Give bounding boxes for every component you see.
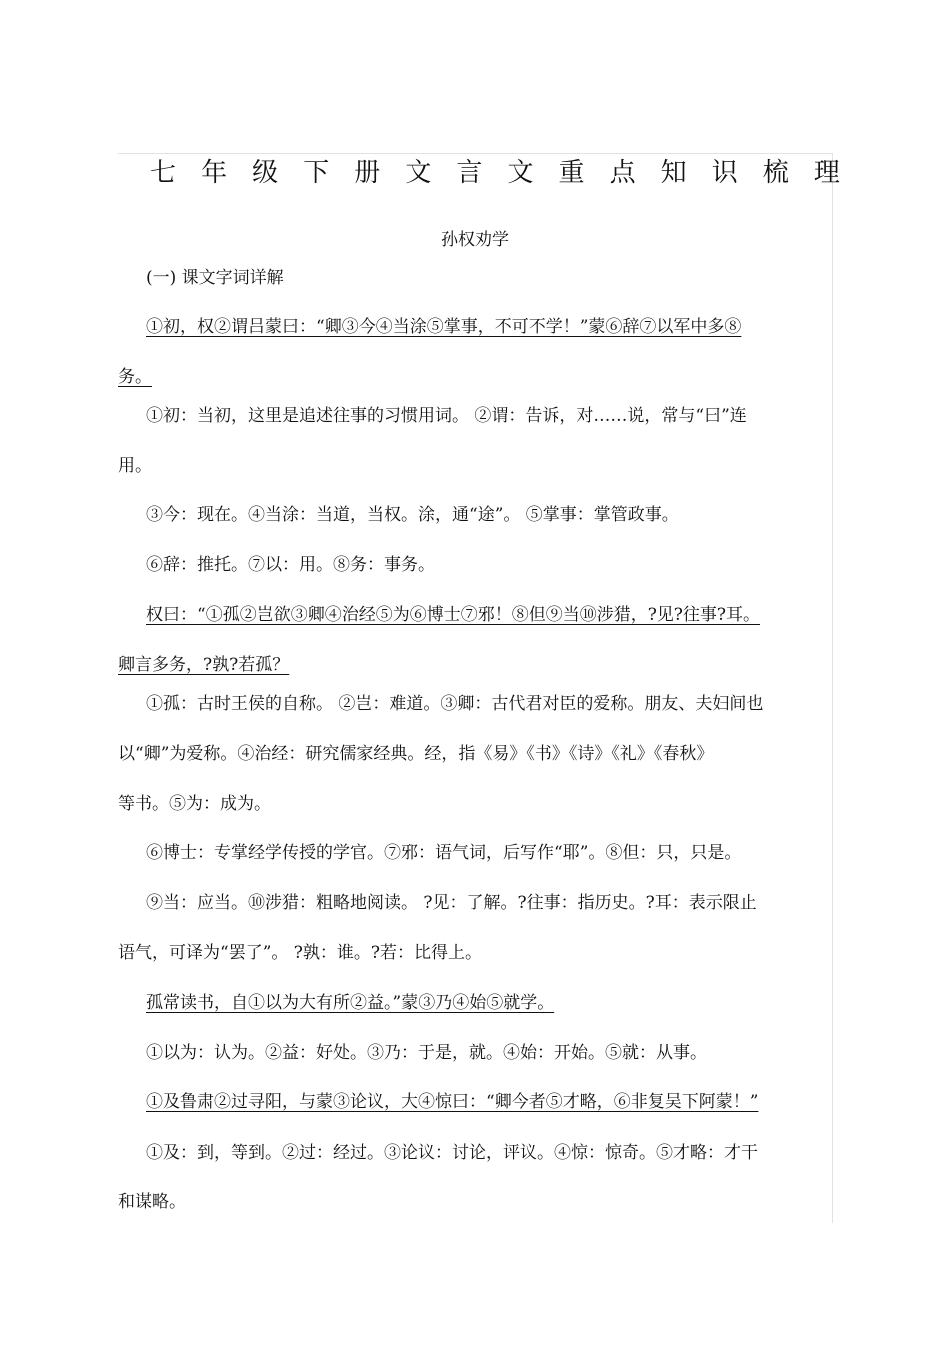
lesson-title: 孙权劝学 <box>441 230 509 250</box>
source-text-line: 卿言多务，?孰?若孤？ <box>118 655 290 675</box>
annotation-line: ⑥博士：专掌经学传授的学官。⑦邪：语气词，后写作“耶”。⑧但：只，只是。 <box>146 843 742 863</box>
title-char: 七 <box>150 157 177 188</box>
annotation-line: ①及：到，等到。②过：经过。③论议：讨论，评议。④惊：惊奇。⑤才略：才干 <box>146 1143 758 1163</box>
annotation-line: 语气，可译为“罢了”。 ?孰：谁。?若：比得上。 <box>118 943 483 963</box>
title-char: 知 <box>660 157 687 188</box>
title-char: 文 <box>507 157 534 188</box>
annotation-line: 和谋略。 <box>118 1192 186 1212</box>
title-char: 理 <box>813 157 840 188</box>
annotation-line: 用。 <box>118 456 152 476</box>
annotation-line: 以“卿”为爱称。④治经：研究儒家经典。经，指《易》《书》《诗》《礼》《春秋》 <box>118 744 714 764</box>
document-title <box>150 150 840 190</box>
section-heading: (一) 课文字词详解 <box>146 268 284 288</box>
title-char: 识 <box>711 157 738 188</box>
title-char: 文 <box>405 157 432 188</box>
title-char: 言 <box>456 157 483 188</box>
page-frame-right <box>832 153 833 1223</box>
title-char: 年 <box>201 157 228 188</box>
source-text-line: 权曰：“①孤②岂欲③卿④治经⑤为⑥博士⑦邪！⑧但⑨当⑩涉猎，?见?往事?耳。 <box>146 605 761 625</box>
title-char: 级 <box>252 157 279 188</box>
source-text-line: 务。 <box>118 367 152 387</box>
source-text-line: ①及鲁肃②过寻阳，与蒙③论议，大④惊曰：“卿今者⑤才略，⑥非复吴下阿蒙！” <box>146 1092 759 1112</box>
annotation-line: ⑨当：应当。⑩涉猎：粗略地阅读。 ?见：了解。?往事：指历史。?耳：表示限止 <box>146 893 757 913</box>
source-text-line: ①初，权②谓吕蒙曰：“卿③今④当涂⑤掌事，不可不学！”蒙⑥辞⑦以军中多⑧ <box>146 317 742 337</box>
annotation-line: 等书。⑤为：成为。 <box>118 794 271 814</box>
annotation-line: ①孤：古时王侯的自称。 ②岂：难道。③卿：古代君对臣的爱称。朋友、夫妇间也 <box>146 694 764 714</box>
annotation-line: ①初：当初，这里是追述往事的习惯用词。 ②谓：告诉，对……说，常与“曰”连 <box>146 406 747 426</box>
annotation-line: ⑥辞：推托。⑦以：用。⑧务：事务。 <box>146 555 435 575</box>
title-char: 下 <box>303 157 330 188</box>
source-text-line: 孤常读书，自①以为大有所②益。”蒙③乃④始⑤就学。 <box>146 993 555 1013</box>
title-char: 重 <box>558 157 585 188</box>
title-char: 点 <box>609 157 636 188</box>
title-char: 册 <box>354 157 381 188</box>
annotation-line: ③今：现在。④当涂：当道，当权。涂，通“途”。 ⑤掌事：掌管政事。 <box>146 505 679 525</box>
annotation-line: ①以为：认为。②益：好处。③乃：于是，就。④始：开始。⑤就：从事。 <box>146 1043 707 1063</box>
title-char: 梳 <box>762 157 789 188</box>
